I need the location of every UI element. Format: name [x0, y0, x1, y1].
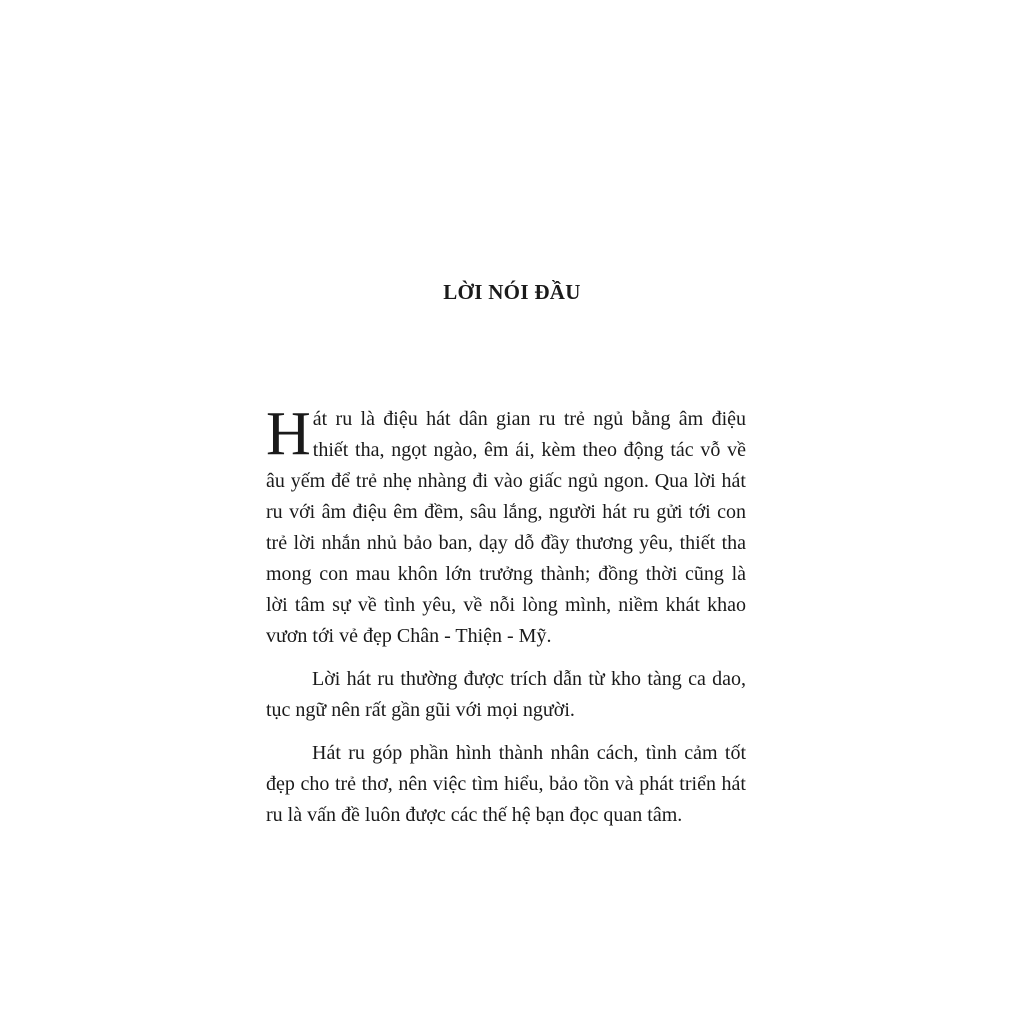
drop-cap: H	[266, 400, 311, 468]
paragraph-1-text: át ru là điệu hát dân gian ru trẻ ngủ bằng âm điệu thiết tha, ngọt ngào, êm ái, kèm theo động tác vỗ về âu yếm để trẻ nhẹ nhàng đi vào giấc ngủ ngon. Qua lời hát ru với âm điệu êm đềm, sâu lắng, người hát ru gửi tới con trẻ lời nhắn nhủ bảo ban, dạy dỗ đầy thương yêu, thiết tha mong con mau khôn lớn trưởng thành; đồng thời cũng là lời tâm sự về tình yêu, về nỗi lòng mình, niềm khát khao vươn tới vẻ đẹp Chân - Thiện - Mỹ.	[266, 408, 746, 647]
body-text	[266, 400, 746, 843]
paragraph-2: Lời hát ru thường được trích dẫn từ kho tàng ca dao, tục ngữ nên rất gần gũi với mọi người.	[266, 668, 746, 721]
paragraph-3: Hát ru góp phần hình thành nhân cách, tình cảm tốt đẹp cho trẻ thơ, nên việc tìm hiểu, bảo tồn và phát triển hát ru là vấn đề luôn được các thế hệ bạn đọc quan tâm.	[266, 742, 746, 826]
page-title: LỜI NÓI ĐẦU	[443, 280, 581, 304]
paragraph-1	[266, 400, 746, 652]
